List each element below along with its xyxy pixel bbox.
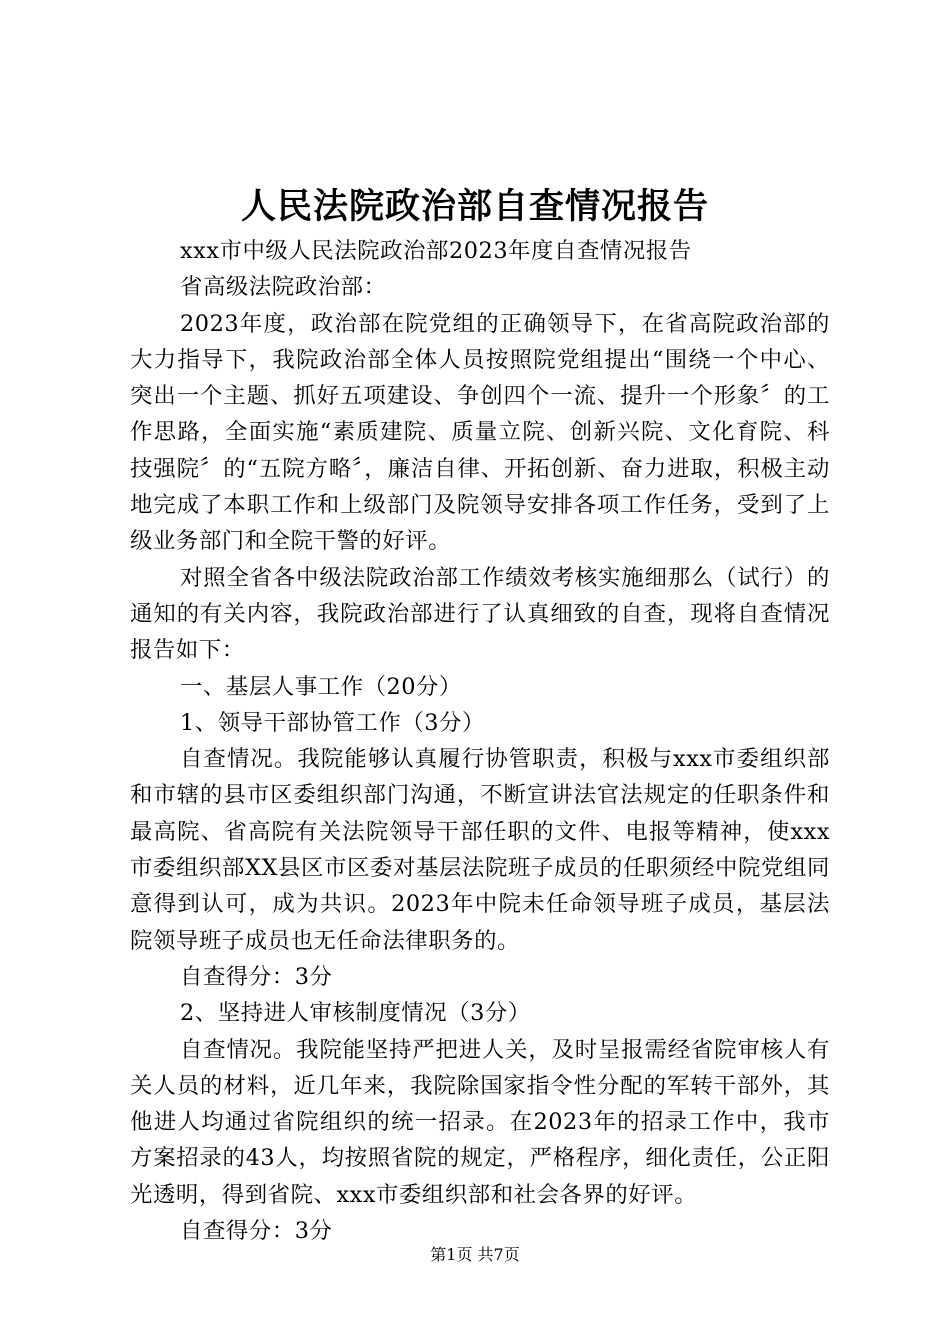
paragraph-intro: 2023年度，政治部在院党组的正确领导下，在省高院政治部的大力指导下，我院政治部全体人员按照院党组提出“围绕一个中心、突出一个主题、抓好五项建设、争创四个一流、提升一个形象〞的工作思路，全面实施“素质建院、质量立院、创新兴院、文化育院、科技强院〞的“五院方略〞，廉洁自律、开拓创新、奋力进取，积极主动地完成了本职工作和上级部门及院领导安排各项工作任务，受到了上级业务部门和全院干警的好评。 — [130, 310, 830, 555]
page-number: 第1页 共7页 — [430, 1245, 520, 1264]
score-line-2: 自查得分：3分 — [180, 1218, 333, 1245]
addressee: 省高级法院政治部： — [180, 274, 387, 301]
score-line-1: 自查得分：3分 — [180, 963, 333, 990]
paragraph-self-check-1: 自查情况。我院能够认真履行协管职责，积极与xxx市委组织部和市辖的县市区委组织部门沟通，不断宣讲法官法规定的任职条件和最高院、省高院有关法院领导干部任职的文件、电报等精神，使xxx市委组织部XX县区市区委对基层法院班子成员的任职须经中院党组同意得到认可，成为共识。2023年中院未任命领导班子成员，基层法院领导班子成员也无任命法律职务的。 — [130, 746, 830, 954]
subsection-heading-2: 2、坚持进人审核制度情况（3分） — [180, 1000, 531, 1027]
document-body — [130, 233, 830, 1249]
document-title: 人民法院政治部自查情况报告 — [240, 186, 709, 227]
section-heading-1: 一、基层人事工作（20分） — [180, 673, 462, 700]
report-subtitle: xxx市中级人民法院政治部2023年度自查情况报告 — [180, 238, 692, 264]
paragraph-overview: 对照全省各中级法院政治部工作绩效考核实施细那么（试行）的通知的有关内容，我院政治部进行了认真细致的自查，现将自查情况报告如下： — [130, 564, 830, 664]
subsection-heading-1: 1、领导干部协管工作（3分） — [180, 709, 485, 736]
paragraph-self-check-2: 自查情况。我院能坚持严把进人关，及时呈报需经省院审核人有关人员的材料，近几年来，我院除国家指令性分配的军转干部外，其他进人均通过省院组织的统一招录。在2023年的招录工作中，我市方案招录的43人，均按照省院的规定，严格程序，细化责任，公正阳光透明，得到省院、xxx市委组织部和社会各界的好评。 — [130, 1036, 830, 1208]
